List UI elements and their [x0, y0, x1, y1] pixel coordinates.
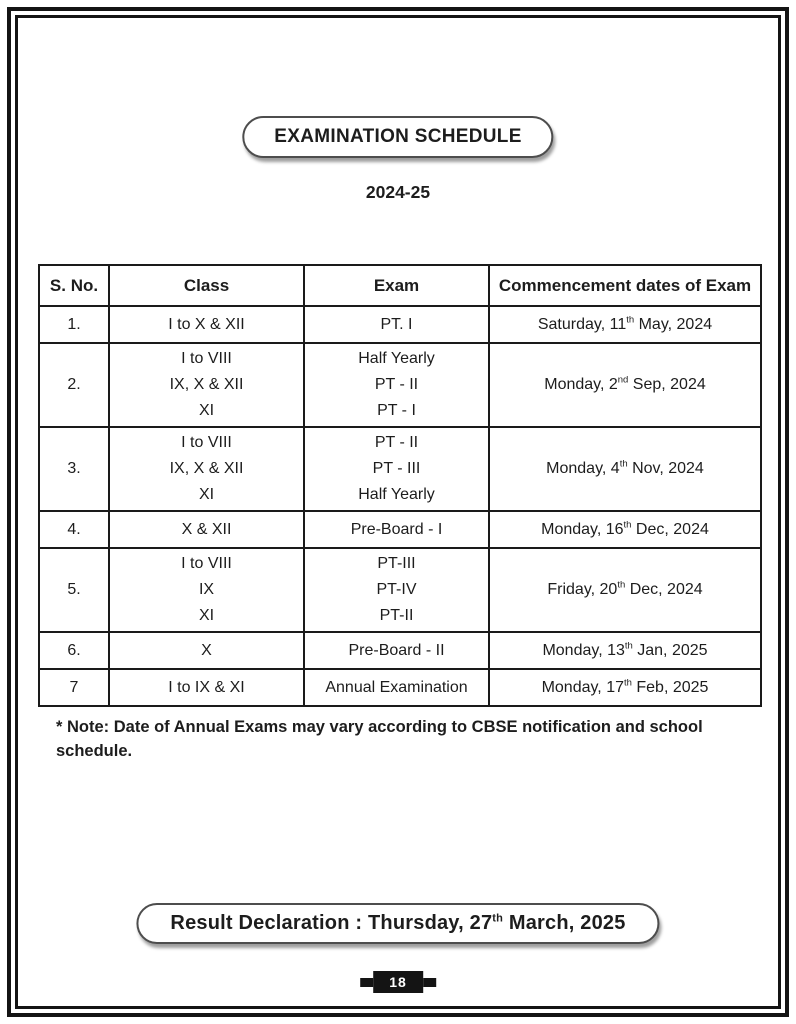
col-header-exam: Exam — [304, 265, 489, 306]
sno-cell: 2. — [39, 343, 109, 427]
sno-cell: 4. — [39, 511, 109, 548]
date-cell: Monday, 17th Feb, 2025 — [489, 669, 761, 706]
table-row — [39, 548, 761, 632]
badge-right-tab — [423, 978, 436, 987]
class-cell: X & XII — [109, 511, 304, 548]
sno-cell: 5. — [39, 548, 109, 632]
page-title-text: EXAMINATION SCHEDULE — [274, 126, 522, 147]
table-row — [39, 669, 761, 706]
page-title — [242, 116, 553, 158]
table-row — [39, 632, 761, 669]
class-cell: I to VIII IX, X & XII XI — [109, 343, 304, 427]
session-label: 2024-25 — [365, 182, 431, 202]
date-cell: Monday, 4th Nov, 2024 — [489, 427, 761, 511]
exam-cell: Annual Examination — [304, 669, 489, 706]
exam-cell: PT-III PT-IV PT-II — [304, 548, 489, 632]
exam-cell: PT. I — [304, 306, 489, 343]
sno-cell: 3. — [39, 427, 109, 511]
col-header-sno: S. No. — [39, 265, 109, 306]
table-row — [39, 343, 761, 427]
table-header-row — [39, 265, 761, 306]
page-number: 18 — [373, 971, 423, 993]
col-header-class: Class — [109, 265, 304, 306]
exam-cell: Pre-Board - II — [304, 632, 489, 669]
exam-cell: Half Yearly PT - II PT - I — [304, 343, 489, 427]
exam-cell: Pre-Board - I — [304, 511, 489, 548]
sno-cell: 7 — [39, 669, 109, 706]
class-cell: I to VIII IX, X & XII XI — [109, 427, 304, 511]
date-cell: Monday, 13th Jan, 2025 — [489, 632, 761, 669]
result-declaration: Result Declaration : Thursday, 27th March, 2025 — [136, 903, 659, 944]
table-row — [39, 511, 761, 548]
class-cell: I to IX & XI — [109, 669, 304, 706]
table-row — [39, 427, 761, 511]
sno-cell: 1. — [39, 306, 109, 343]
date-cell: Saturday, 11th May, 2024 — [489, 306, 761, 343]
note-text: * Note: Date of Annual Exams may vary according to CBSE notification and school schedule. — [56, 718, 703, 760]
date-cell: Monday, 16th Dec, 2024 — [489, 511, 761, 548]
exam-cell: PT - II PT - III Half Yearly — [304, 427, 489, 511]
table-row — [39, 306, 761, 343]
class-cell: X — [109, 632, 304, 669]
badge-left-tab — [360, 978, 373, 987]
sno-cell: 6. — [39, 632, 109, 669]
date-cell: Friday, 20th Dec, 2024 — [489, 548, 761, 632]
exam-schedule-table-wrap — [38, 264, 762, 707]
page-number-badge — [360, 971, 436, 993]
class-cell: I to X & XII — [109, 306, 304, 343]
class-cell: I to VIII IX XI — [109, 548, 304, 632]
exam-schedule-table — [38, 264, 762, 707]
col-header-dates: Commencement dates of Exam — [489, 265, 761, 306]
date-cell: Monday, 2nd Sep, 2024 — [489, 343, 761, 427]
